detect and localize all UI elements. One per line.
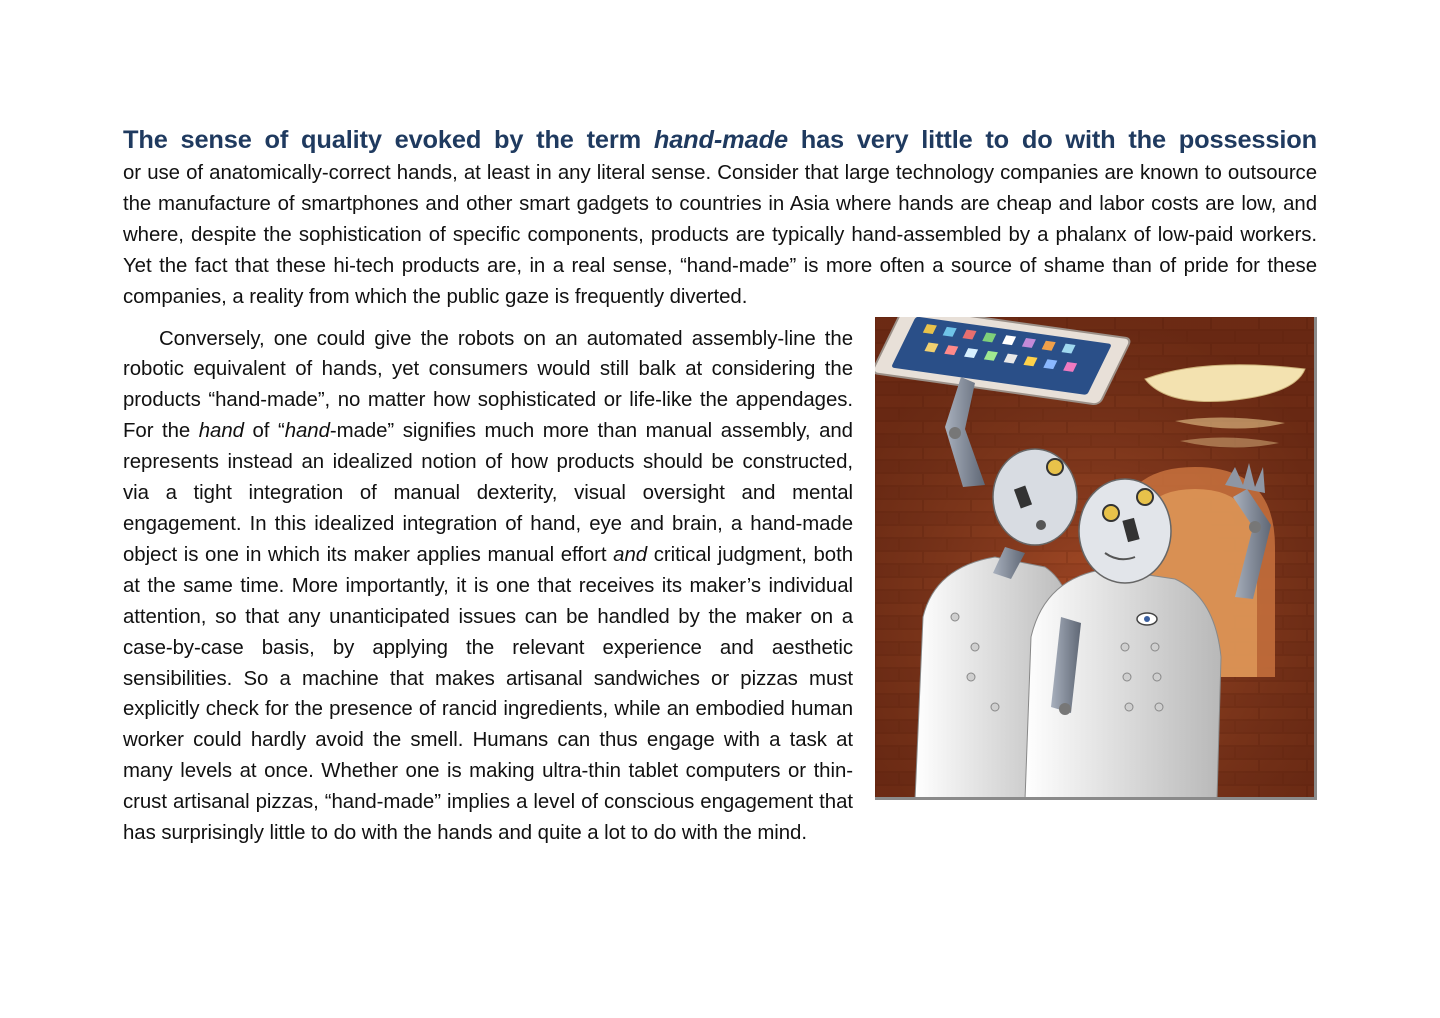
- paragraph-1: [123, 158, 1317, 313]
- paragraph-1-text: or use of anatomically-correct hands, at least in any literal sense. Consider that large technology companies are known to outsource the manufacture of smartphones and other smart gadgets to countries in Asia where hands are cheap and labor costs are low, and where, despite the sophistication of specific components, products are typically hand-assembled by a phalanx of low-paid workers. Yet the fact that these hi-tech products are, in a real sense, “hand-made” is more often a source of shame than of pride for these companies, a reality from which the public gaze is frequently diverted.: [123, 162, 1317, 308]
- lead-heading: [123, 122, 1317, 158]
- paragraph-2-text-a: Conversely, one could give the robots on an automated assembly-line the robotic equivalent of hands, yet consumers would still balk at considering the products “hand-made”, no matter how sophisticated or life-like the appendages. For the: [123, 327, 853, 443]
- paragraph-2-italic-and: and: [613, 543, 648, 566]
- paragraph-2-text-c: -made” signifies much more than manual assembly, and represents instead an idealized notion of how products should be constructed, via a tight integration of manual dexterity, visual oversight and mental engagement. In this idealized integration of hand, eye and brain, a hand-made object is one in which its maker applies manual effort: [123, 420, 853, 566]
- paragraph-2-text-d: critical judgment, both at the same time. More importantly, it is one that receives its maker’s individual attention, so that any unanticipated issues can be handled by the maker on a case-by-case basis, by applying the relevant experience and aesthetic sensibilities. So a machine that makes artisanal sandwiches or pizzas must explicitly check for the presence of rancid ingredients, while an embodied human worker could hardly avoid the smell. Humans can thus engage with a task at many levels at once. Whether one is making ultra-thin tablet computers or thin-crust artisanal pizzas, “hand-made” implies a level of conscious engagement that has surprisingly little to do with the hands and quite a lot to do with the mind.: [123, 543, 853, 845]
- paragraph-2-italic-hand-1: hand: [198, 420, 244, 443]
- heading-italic-term: hand-made: [653, 126, 788, 154]
- paragraph-2-text-b: of “: [243, 420, 285, 443]
- paragraph-2-italic-hand-2: hand: [284, 420, 330, 443]
- document-page: [123, 122, 1317, 849]
- heading-text-end: has very little to do with the possession: [787, 126, 1317, 154]
- heading-text-start: The sense of quality evoked by the term: [123, 126, 654, 154]
- robot-chefs-illustration: [875, 317, 1317, 800]
